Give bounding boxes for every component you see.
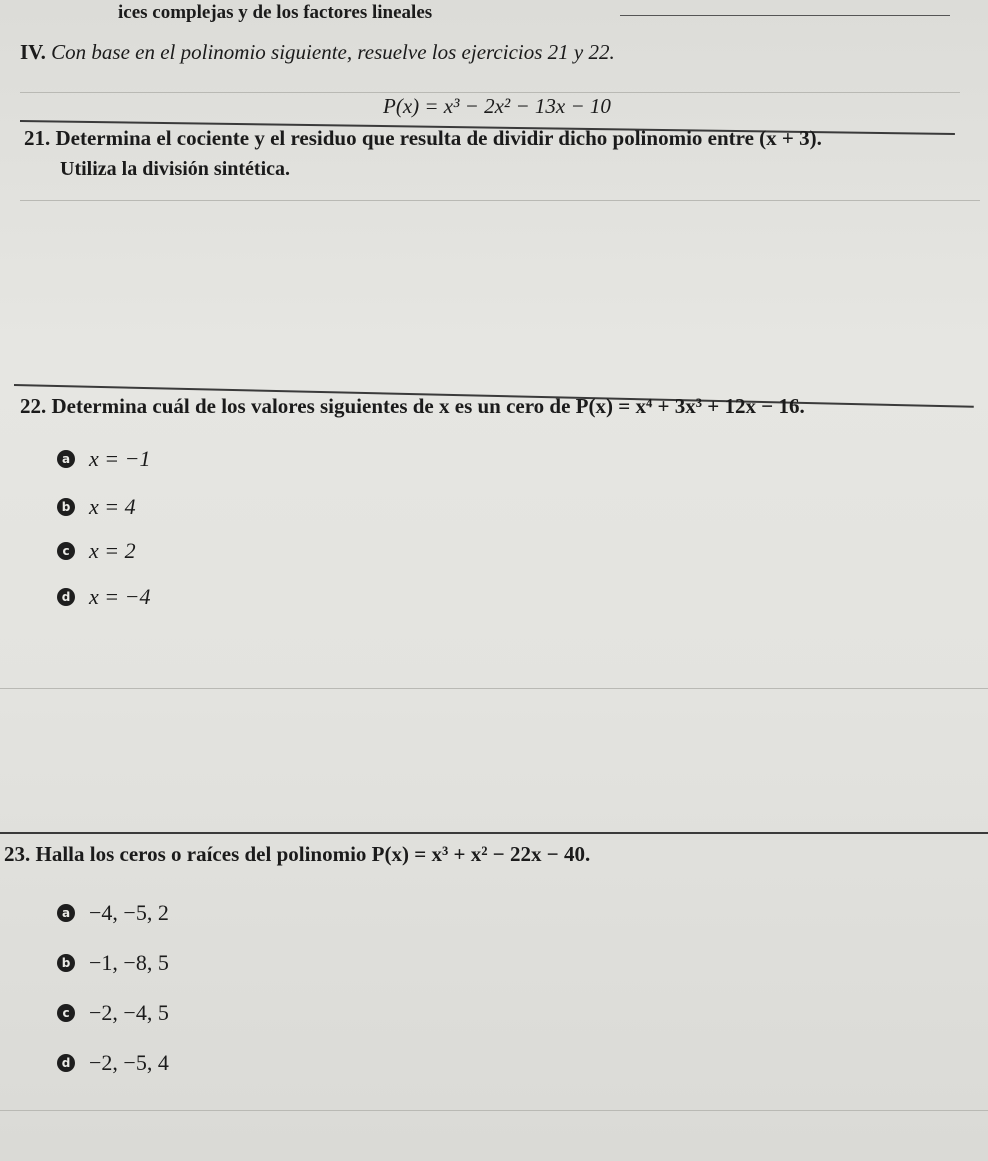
question-23-option-b[interactable] xyxy=(57,950,169,976)
divider xyxy=(20,92,960,93)
option-letter-badge: d xyxy=(57,588,75,606)
divider-q23 xyxy=(0,832,988,834)
question-23-number: 23. xyxy=(4,842,31,866)
divider xyxy=(0,688,988,689)
divider xyxy=(0,1110,988,1111)
option-value: −1, −8, 5 xyxy=(89,950,169,975)
question-23-option-d[interactable] xyxy=(57,1050,169,1076)
section-number: IV. xyxy=(20,40,46,64)
divider xyxy=(20,200,980,201)
section-intro xyxy=(20,40,615,65)
question-23-option-a[interactable] xyxy=(57,900,169,926)
option-letter-badge: d xyxy=(57,1054,75,1072)
option-value: −2, −5, 4 xyxy=(89,1050,169,1075)
question-23 xyxy=(4,842,590,867)
option-value: x = −1 xyxy=(89,446,151,471)
polynomial-p: P(x) = x³ − 2x² − 13x − 10 xyxy=(383,94,611,118)
question-22 xyxy=(20,394,805,419)
question-22-text: Determina cuál de los valores siguientes de x es un cero de P(x) = x⁴ + 3x³ + 12x − 16. xyxy=(51,394,805,418)
option-letter-badge: a xyxy=(57,904,75,922)
option-value: x = 2 xyxy=(89,538,136,563)
question-21 xyxy=(24,126,822,151)
question-22-number: 22. xyxy=(20,394,47,418)
question-23-text: Halla los ceros o raíces del polinomio P(x) = x³ + x² − 22x − 40. xyxy=(35,842,591,866)
option-letter-badge: b xyxy=(57,498,75,516)
option-value: x = 4 xyxy=(89,494,136,519)
question-22-option-c[interactable] xyxy=(57,538,136,564)
question-21-subtext: Utiliza la división sintética. xyxy=(60,158,290,180)
section-instruction: Con base en el polinomio siguiente, resuelve los ejercicios 21 y 22. xyxy=(51,40,615,64)
option-letter-badge: b xyxy=(57,954,75,972)
header-rule xyxy=(620,15,950,16)
question-21-number: 21. xyxy=(24,126,51,150)
option-letter-badge: c xyxy=(57,1004,75,1022)
option-value: −2, −4, 5 xyxy=(89,1000,169,1025)
question-21-text: Determina el cociente y el residuo que resulta de dividir dicho polinomio entre (x + 3). xyxy=(55,126,822,150)
question-23-option-c[interactable] xyxy=(57,1000,169,1026)
question-22-option-b[interactable] xyxy=(57,494,136,520)
question-22-option-a[interactable] xyxy=(57,446,150,472)
option-letter-badge: c xyxy=(57,542,75,560)
question-22-option-d[interactable] xyxy=(57,584,150,610)
option-value: −4, −5, 2 xyxy=(89,900,169,925)
option-letter-badge: a xyxy=(57,450,75,468)
page-header: ices complejas y de los factores lineales xyxy=(118,2,433,23)
option-value: x = −4 xyxy=(89,584,151,609)
